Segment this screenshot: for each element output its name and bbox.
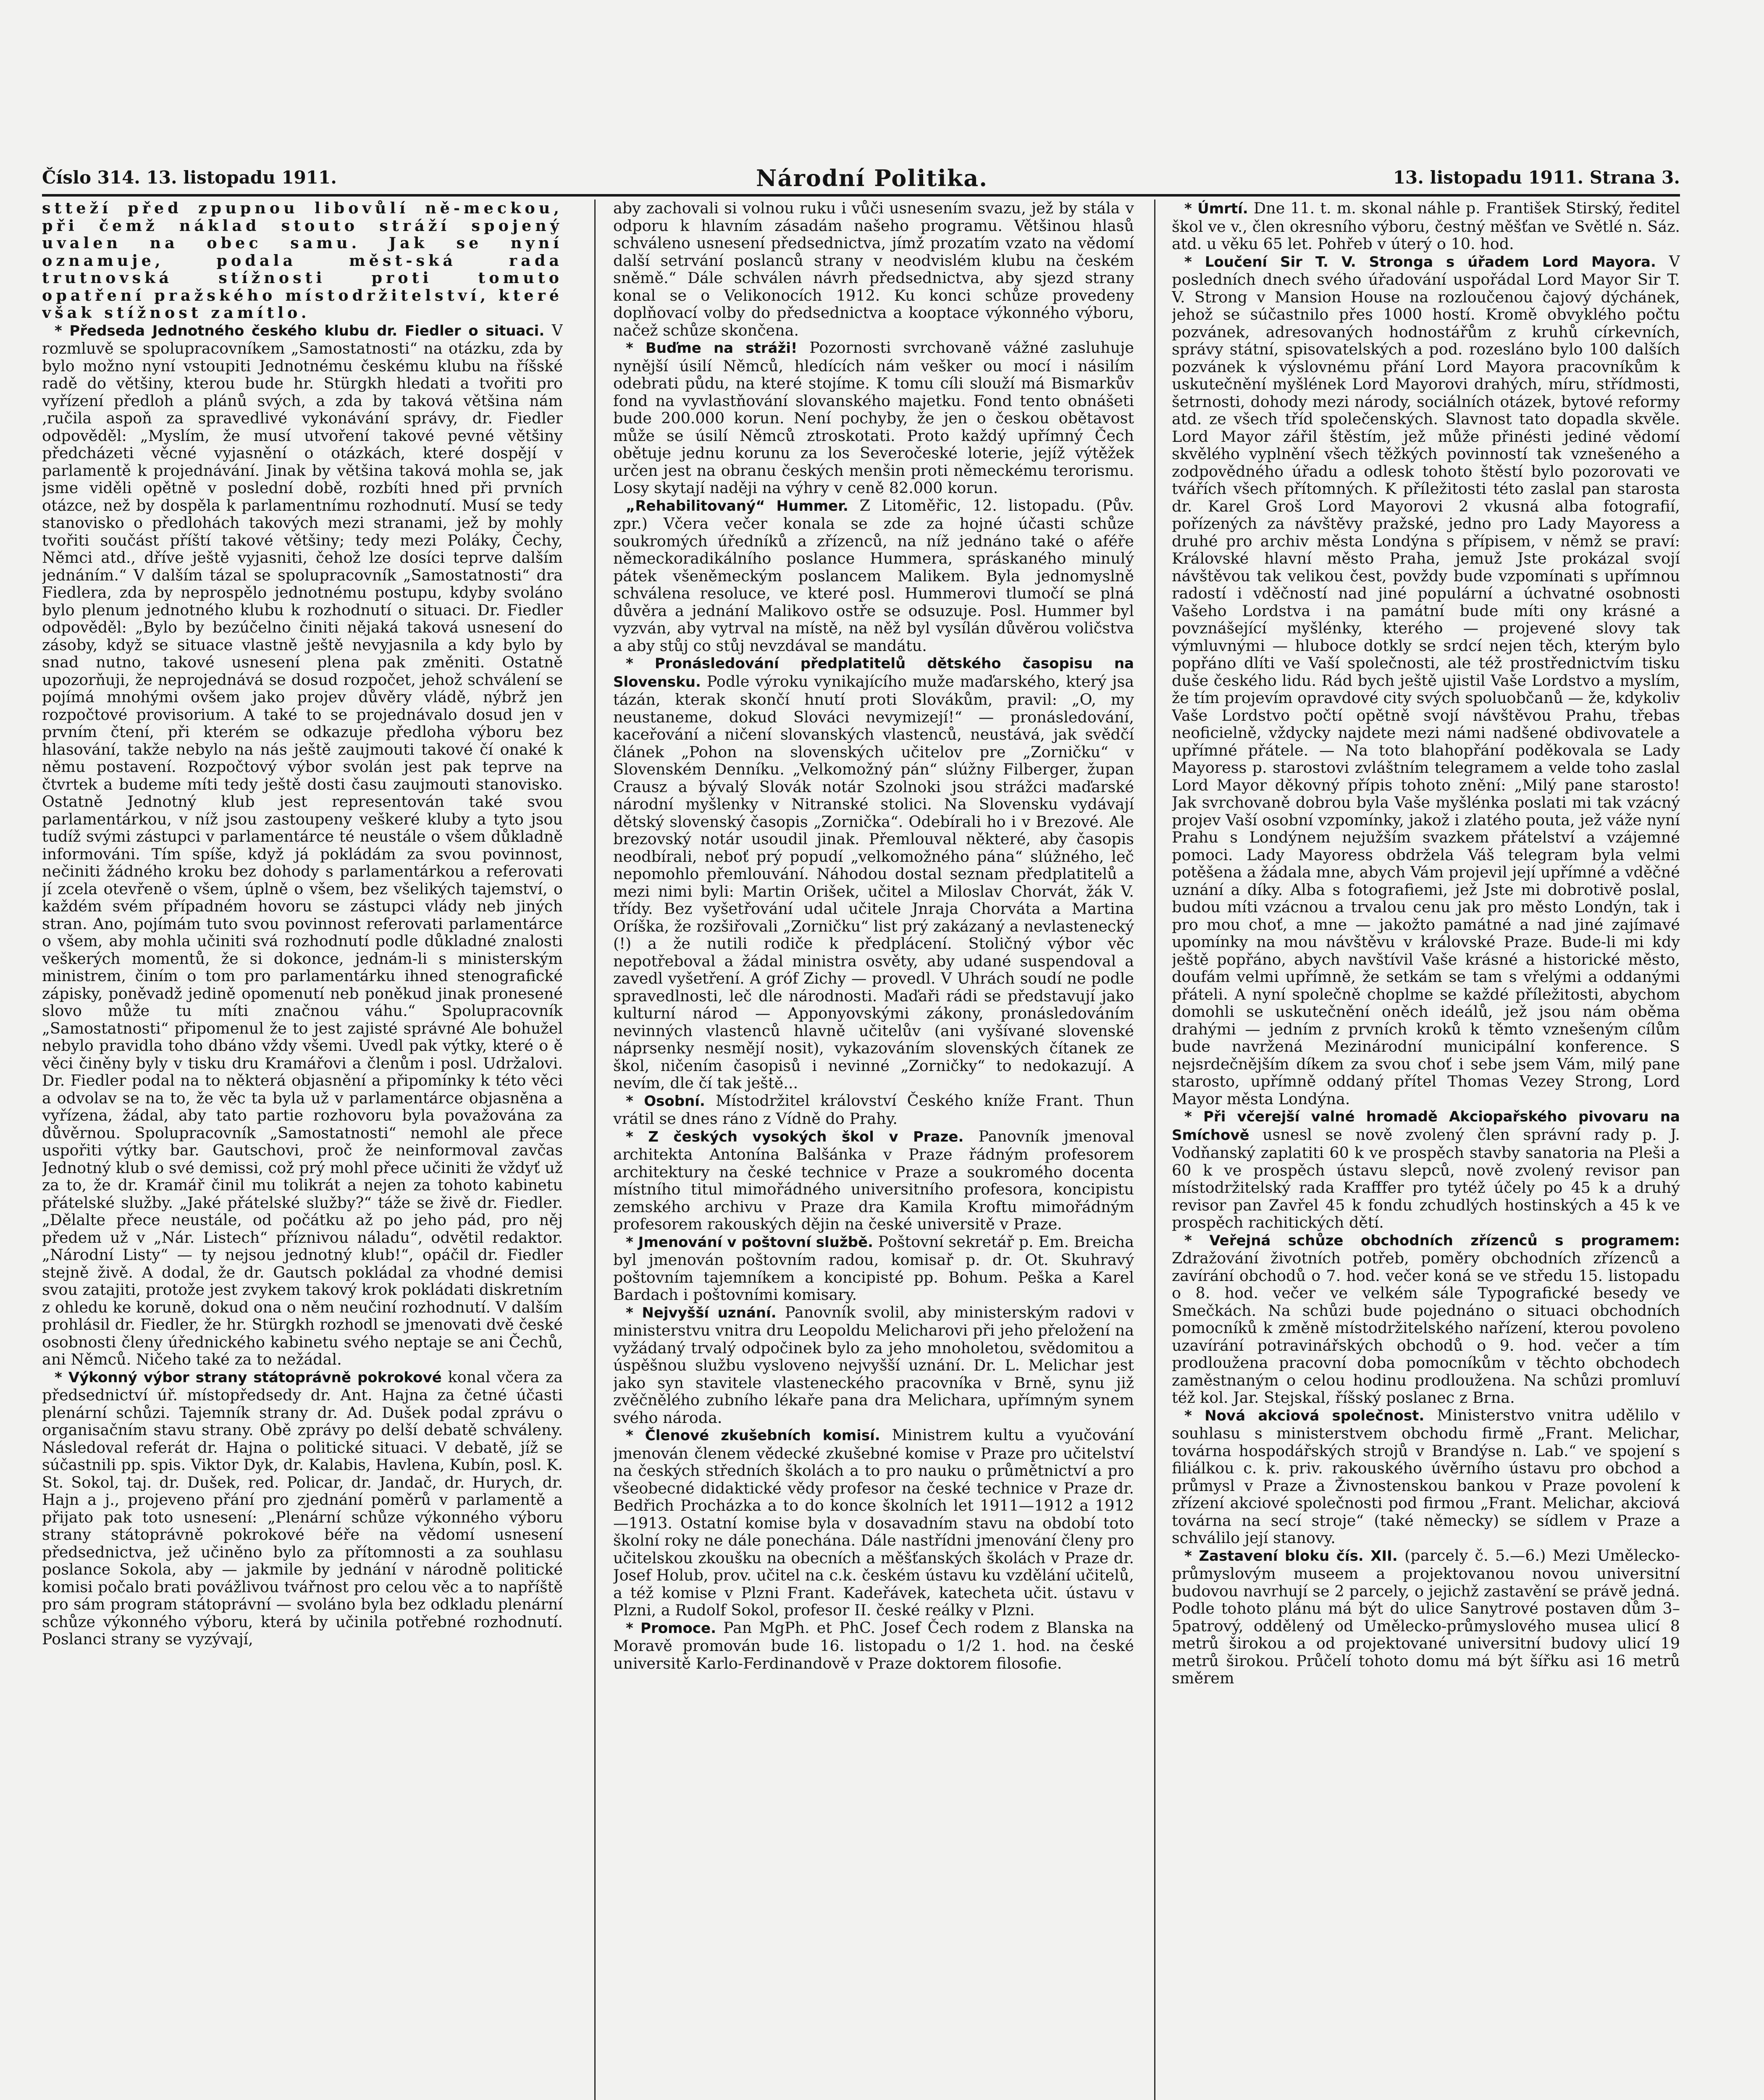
header-rule (42, 194, 1680, 197)
article (1172, 200, 1680, 253)
column-divider (1154, 200, 1155, 2100)
article-text: Panovník jmenoval architekta Antonína Balšánka v Praze řádným profesorem architektury na české technice v Praze a soukromého docenta místního titul mimořádného universitního profesora, koncipistu zemského archivu v Praze dra Kamila Kroftu mimořádným profesorem rakouských dějin na české universitě v Praze. (613, 1127, 1134, 1233)
article-heading: * Zastavení bloku čís. XII. (1184, 1547, 1398, 1564)
article-heading: * Výkonný výbor strany státoprávně pokrokové (55, 1369, 442, 1386)
article-text: (parcely č. 5.—6.) Mezi Umělecko-průmyslovým museem a projektovanou novou universitní budovou navrhují se 2 parcely, o jejichž zastavění se právě jedná. Podle tohoto plánu má být do ulice Sanytrové postaven dům 3–5patrový, oddělený od Umělecko-průmyslového musea ulicí 8 metrů širokou a od projektované universitní budovy ulicí 19 metrů širokou. Průčelí tohoto domu má být šířku asi 16 metrů směrem (1172, 1546, 1680, 1687)
article (42, 1368, 563, 1648)
article-text: Pan MgPh. et PhC. Josef Čech rodem z Blanska na Moravě promován bude 16. listopadu o 1/2 1. hod. na české universitě Karlo-Ferdinandově v Praze doktorem filosofie. (613, 1618, 1134, 1672)
article-heading: * Pronásledování předplatitelů dětského časopisu na Slovensku. (613, 655, 1134, 690)
article-text: usnesl se nově zvolený člen správní rady p. J. Vodňanský zaplatiti 60 k ve prospěch stavby sanatoria na Pleši a 60 k ve prospěch ústavu slepců, nově zvolený revisor pan místodržitelský rada Krafffer pro tytéž účely po 45 k a druhý revisor pan Zavřel 45 k fondu zchudlých hostinských a 45 k ve prospěch rachitických dětí. (1172, 1125, 1680, 1231)
article (613, 654, 1134, 1092)
article (1172, 253, 1680, 1108)
article-heading: * Loučení Sir T. V. Stronga s úřadem Lord Mayora. (1184, 253, 1656, 270)
article-text: Pozornosti svrchovaně vážné zasluhuje nynější úsilí Němců, hledících nám vešker ou mocí i násilím odebrati půdu, na které stojíme. K tomu cíli slouží má Bismarkův fond na vyvlastňování slovanského majetku. Fond tento obnášeti bude 200.000 korun. Není pochyby, že jen o českou obětavost může se úsilí Němců ztroskotati. Proto každý upřímný Čech obětuje jednu korunu za los Severočeské loterie, jejíž výtěžek určen jest na obranu českých menšin proti německému terorismu. Losy skytají naději na výhry v ceně 82.000 korun. (613, 339, 1134, 497)
article-text: Ministerstvo vnitra udělilo v souhlasu s ministerstvem obchodu firmě „Frant. Melichar, továrna hospodářských strojů v Brandýse n. Lab.“ ve spojení s filiálkou c. k. priv. rakouského úvěrního ústavu pro obchod a průmysl v Praze a Živnostenskou bankou v Praze povolení k zřízení akciové společnosti pod firmou „Frant. Melichar, akciová továrna na secí stroje“ (také německy) se sídlem v Praze a schválilo její stanovy. (1172, 1406, 1680, 1547)
article (1172, 1407, 1680, 1547)
article-text: Dne 11. t. m. skonal náhle p. František Stirský, ředitel škol ve v., člen okresního výboru, čestný měšťan ve Světlé n. Sáz. atd. u věku 65 let. Pohřeb v úterý o 10. hod. (1172, 200, 1680, 253)
column-divider (594, 200, 596, 2100)
article-text: Poštovní sekretář p. Em. Breicha byl jmenován poštovním radou, komisař p. dr. Ot. Skuhravý poštovním tajemníkem a koncipisté pp. Bohum. Peška a Karel Bardach i poštovními komisary. (613, 1232, 1134, 1304)
article-text: stteží před zpupnou libovůlí ně-meckou, při čemž náklad stouto stráží spojený uvalen na obec samu. Jak se nyní oznamuje, podala měst-ská rada trutnovská stížnosti proti tomuto opatření pražského místodržitelství, které však stížnost zamítlo. (42, 200, 563, 322)
column-2 (613, 200, 1134, 2100)
article (1172, 1231, 1680, 1407)
article-heading: * Veřejná schůze obchodních zřízenců s programem: (1184, 1232, 1680, 1249)
article-heading: * Z českých vysokých škol v Praze. (626, 1128, 964, 1145)
article (613, 1304, 1134, 1427)
article-text: Panovník svolil, aby ministerským radovi v ministerstvu vnitra dru Leopoldu Melicharovi při jeho přeložení na vyžádaný trvalý odpočinek bylo za jeho mnoholetou, svědomitou a úspěšnou službu vysloveno nejvyšší uznání. Dr. L. Melichar jest jako syn stavitele vlasteneckého pracovníka v Brně, synu již zvěčnělého zubního lékaře pana dra Melichara, upřímným synem svého národa. (613, 1303, 1134, 1427)
article-heading: * Úmrtí. (1184, 200, 1248, 217)
article-text: V rozmluvě se spolupracovníkem „Samostatnosti“ na otázku, zda by bylo možno nyní vstoupiti Jednotnému českému klubu na říšské radě do většiny, kterou bude hr. Stürgkh hledati a tvořiti pro vyřízení předloh a plánů svých, a zda by taková většina nám ‚ručila aspoň za spravedlivé vykonávání správy, dr. Fiedler odpověděl: „Myslím, že musí utvoření takové pevné většiny předcházeti věcné vyjasnění o otázkách, které dospějí v parlamentě k projednávání. Jinak by většina taková mohla se, jak jsme viděli opětně v poslední době, rozbíti hned při prvních otázce, než by dospěla k parlamentnímu rozhodnutí. Musí se tedy stanovisko o předlohách takových mezi stranami, jež by mohly tvořiti součást příští takové většiny; tedy mezi Poláky, Čechy, Němci atd., dříve ještě vyjasniti, čehož lze dosíci teprve dalším jednáním.“ V dalším tázal se spolupracovník „Samostatnosti“ dra Fiedlera, zda by neprospělo jednotnému postupu, kdyby svoláno bylo plenum jednotného klubu k rozhodnutí o situaci. Dr. Fiedler odpověděl: „Bylo by bezúčelno činiti nějaká taková usnesení do zásoby, když se situace vlastně ještě nevyjasnila a kdy bylo by snad nutno, takové usnesení plena pak změniti. Ostatně upozorňuji, že neprojednává se dosud rozpočet, jehož schválení se pojímá mnohými ovšem jako projev důvěry vládě, nýbrž jen rozpočtové provisorium. A také to se projednávalo dosud jen v prvním čtení, při kterém se odkazuje předloha výboru bez hlasování, takže nebylo na nás ještě zaujmouti takové čí onaké k němu postavení. Rozpočtový výbor svolán jest pak teprve na čtvrtek a budeme míti tedy ještě dosti času zaujmouti stanovisko. Ostatně Jednotný klub jest representován také svou parlamentárkou, v níž jsou zastoupeny veškeré kluby a tyto jsou tudíž svými zástupci v parlamentárce té neustále o všem důkladně informováni. Tím spíše, když já pokládám za svou povinnost, nečiniti žádného kroku bez dohody s parlamentárkou a referovati jí zcela otevřeně o všem, úplně o všem, bez všelikých tajemství, o každém svém případném hovoru se zástupci vlády neb jiných stran. Ano, pojímám tuto svou povinnost referovati parlamentárce o všem, aby mohla učiniti svá rozhodnutí podle důkladné znalosti veškerých momentů, že si dokonce, jednám-li s ministerským ministrem, činím o tom pro parlamentárku ihned stenografické zápisky, poněvadž jedině opomenutí neb poněkud jinak pronesené slovo může tu míti značnou váhu.“ Spolupracovník „Samostatnosti“ připomenul že to jest zajisté správné Ale bohužel nebylo pravidla toho dbáno vždy všemi. Uvedl pak výtky, které o ě věci činěny byly v tisku dru Kramářovi a členům i posl. Udržalovi. Dr. Fiedler podal na to některá objasnění a připomínky k této věci a odvolav se na to, že věc ta byla už v parlamentárce objasněna a vyřízena, žádal, aby tato partie rozhovoru byla považována za důvěrnou. Spolupracovník „Samostatnosti“ nemohl ale přece uspořiti výtky bar. Gautschovi, proč že neinformoval zavčas Jednotný klub o své demissi, což prý mohl přece učiniti že vždyť už za to, že dr. Kramář činil mu tolikrát a nejen za tohoto kabinetu přátelské služby. „Jaké přátelské služby?“ táže se živě dr. Fiedler. „Dělalte přece neustále, od počátku až po jeho pád, pro něj předem už v „Nár. Listech“ příznivou náladu“, odvětil redaktor. „Národní Listy“ — ty nejsou jednotný klub!“, opáčil dr. Fiedler stejně živě. A dodal, že dr. Gautsch pokládal za vhodné demisi svou zatajiti, protože jest zvykem takový krok pokládati diskretním z ohledu ke koruně, dokud ona o něm neučiní rozhodnutí. V dalším prohlásil dr. Fiedler, že hr. Stürgkh rozhodl se jmenovati dvě české osobnosti členy úřednického kabinetu svého neptaje se ani Čechů, ani Němců. Ničeho také za to nežádal. (42, 321, 563, 1368)
page-header (42, 167, 1680, 192)
article (1172, 1547, 1680, 1687)
article-heading: * Osobní. (626, 1092, 705, 1110)
article (613, 1426, 1134, 1619)
article-heading: „Rehabilitovaný“ Hummer. (626, 497, 848, 514)
article-text: konal včera za předsednictví úř. místopředsedy dr. Ant. Hajna za četné účasti plenární schůzi. Tajemník strany dr. Ad. Dušek podal zprávu o organisačním stavu strany. Obě zprávy po delší debatě schváleny. Následoval referát dr. Hajna o politické situaci. V debatě, jíž se súčastnili pp. spis. Viktor Dyk, dr. Kalabis, Havlena, Kubín, posl. K. St. Sokol, taj. dr. Dušek, red. Policar, dr. Jandač, dr. Hurych, dr. Hajn a j., projeveno přání pro zjednání poměrů v parlamentě a přijato pak toto usnesení: „Plenární schůze výkonného výboru strany státoprávně pokrokové béře na vědomí usnesení předsednictva, jež učiněno bylo za přítomnosti a za souhlasu poslance Sokola, aby — jakmile by jednání v národně politické komisi počalo brati povážlivou tvářnost pro celou věc a to napříště pro sám program státoprávní — svoláno byla bez odkladu plenární schůze výkonného výboru, která by učinila potřebné rozhodnutí. Poslanci strany se vyzývají, (42, 1368, 563, 1648)
article-heading: * Buďme na stráži! (626, 340, 798, 357)
article-heading: * Promoce. (626, 1620, 716, 1637)
article-heading: * Nejvyšší uznání. (626, 1304, 777, 1321)
article (613, 339, 1134, 497)
article-text: Ministrem kultu a vyučování jmenován členem vědecké zkušebné komise v Praze pro učitelství na českých středních školách a to pro nauku o průmětnictví a pro všeobecné didaktické vědy profesor na české technice v Praze dr. Bedřich Procházka a to do konce školních let 1911—1912 a 1912—1913. Ostatní komise byla v dosavadním stavu na období toto školní roky ne dále ponechána. Dále nastřídni jmenování členy pro učitelskou zkoušku na obecních a měšťanských školách v Praze dr. Josef Holub, prov. učitel na c.k. českém ústavu ku vzdělání učitelů, a též komise v Plzni Frant. Kadeřávek, katecheta učit. ústavu v Plzni, a Rudolf Sokol, profesor II. české reálky v Plzni. (613, 1426, 1134, 1619)
article-text: Zdražování životních potřeb, poměry obchodních zřízenců a zavírání obchodů o 7. hod. večer koná se ve středu 15. listopadu o 8. hod. večer ve velkém sále Typografické besedy ve Smečkách. Na schůzi bude pojednáno o situaci obchodních pomocníků k změně místodržitelského nařízení, kterou povoleno uzavírání potravinářských obchodů o 9. hod. večer a tím prodloužena pracovní doba pomocníkům v těchto obchodech zaměstnaným o celou hodinu prodloužena. Na schůzi promluví též kol. Jar. Stejskal, říšský poslanec z Brna. (1172, 1249, 1680, 1407)
article-text: aby zachovali si volnou ruku i vůči usnesením svazu, jež by stála v odporu k hlavním zásadám našeho programu. Většinou hlasů schváleno usnesení předsednictva, jímž prozatím vzato na vědomí další setrvání poslanců strany v neodvislém klubu na českém sněmě.“ Dále schválen návrh předsednictva, aby sjezd strany konal se o Velikonocích 1912. Ku konci schůze provedeny doplňovací volby do předsednictva a kooptace výkonného výboru, načež schůze skončena. (613, 200, 1134, 339)
article (613, 1092, 1134, 1128)
masthead-title: Národní Politika. (756, 165, 988, 192)
article-text: Podle výroku vynikajícího muže maďarského, který jsa tázán, kterak skončí hnutí proti Slovákům, pravil: „O, my neustaneme, dokud Slováci nevymizejí!“ — pronásledování, kaceřování a ničení slovanských vlastenců, neustává, jak svědčí článek „Pohon na slovenských učitelov pre „Zorničku“ v Slovenském Denníku. „Velkomožný pán“ slúžny Filberger, župan Crausz a bývalý Slovák notár Szolnoki jsou strážci maďarské národní myšlenky v Nitranské stolici. Na Slovensku vydávají dětský slovenský časopis „Zornička“. Odebírali ho i v Brezové. Ale brezovský notár usoudil jinak. Přemlouval některé, aby časopis neodbírali, neboť prý popudí „velkomožného pána“ slúžného, leč nepomohlo přemlouvání. Náhodou dostal seznam předplatitelů a mezi nimi byli: Martin Orišek, učitel a Miloslav Chorvát, žák V. třídy. Bez vyšetřování udal učitele Jnraja Chorváta a Martina Oríška, že rozšiřovali „Zorničku“ list prý zakázaný a nevlastenecký (!) a že nutili rodiče k předplácení. Stoličný výbor věc nepotřeboval a žádal ministra osvěty, aby udané suspendoval a zavedl vyšetření. A gróf Zichy — provedl. V Uhrách soudí ne podle spravedlnosti, leč dle národnosti. Maďaři rádi se představují jako kulturní národ — Apponyovskými zákony, pronásledováním nevinných vlastenců hlavně učitelův (ani vyšívané slovenské náprsenky nesmějí nosit), vykazováním slovenských čítanek ze škol, ničením časopisů i nevinné „Zorničky“ to nedokazují. A nevím, dle čí tak ještě... (613, 672, 1134, 1092)
article-heading: * Členové zkušebních komisí. (626, 1427, 880, 1444)
article-text: Z Litoměřic, 12. listopadu. (Pův. zpr.) Včera večer konala se zde za hojné účasti schůze soukromých úředníků a zřízenců, na níž jednáno také o aféře německoradikálního poslance Hummera, spráskaného minulý pátek všeněmeckým poslancem Malikem. Byla jednomyslně schválena resoluce, ve které posl. Hummerovi tlumočí se plná důvěra a jednání Malikovo ostře se odsuzuje. Posl. Hummer byl vyzván, aby vytrval na místě, na něž byl vysílán důvěrou voličstva a aby stůj co stůj nevzdával se mandátu. (613, 496, 1134, 655)
article-heading: * Jmenování v poštovní službě. (626, 1234, 873, 1251)
column-3 (1172, 200, 1680, 2100)
article (42, 322, 563, 1368)
article-heading: * Při včerejší valné hromadě Akciopařského pivovaru na Smíchově (1172, 1108, 1680, 1144)
date-page-info: 13. listopadu 1911. Strana 3. (1393, 167, 1680, 188)
article (613, 1128, 1134, 1233)
article (613, 497, 1134, 655)
issue-info: Číslo 314. 13. listopadu 1911. (42, 167, 337, 188)
article (613, 1619, 1134, 1672)
article-text: V posledních dnech svého úřadování uspořádal Lord Mayor Sir T. V. Strong v Mansion House na rozloučenou čajový dýchánek, jehož se súčastnilo přes 1000 hostí. Kromě obvyklého počtu pozvánek, adresovaných hodnostářům z kruhů církevních, správy státní, spisovatelských a pod. rozesláno bylo 100 dalších pozvánek k výslovnému přání Lord Mayora pracovníkům k uskutečnění myšlének Lord Mayorovi drahých, míru, střídmosti, šetrnosti, dohody mezi národy, sociálních otázek, bytové reformy atd. ze všech tříd společenských. Slavnost tato dopadla skvěle. Lord Mayor zářil štěstím, jež může přinésti jediné vědomí skvělého vyplnění všech těžkých povinností tak vznešeného a zodpovědného úřadu a odlesk tohoto štěstí bylo pozorovati ve tvářích všech přítomných. K příležitosti této zaslal pan starosta dr. Karel Groš Lord Mayorovi 2 vkusná alba fotografií, pořízených za návštěvy pražské, jedno pro Lady Mayoress a druhé pro archiv města Londýna s přípisem, v němž se praví: Královské hlavní město Praha, jemuž Jste prokázal svojí návštěvou tak velikou čest, povždy bude vzpomínati s upřímnou radostí i vděčností nad jiné populární a úchvatné osobnosti Vašeho Lordstva i na památní bude míti ony krásné a povznášející myšlénky, kterého — projevené slovy tak výmluvnými — hluboce dotkly se srdcí nejen těch, kterým bylo popřáno dlíti ve Vaší společnosti, ale též prostřednictvím tisku duše českého lidu. Rád bych ještě ujistil Vaše Lordstvo a myslím, že tím projevím opravdové city svých spoluobčanů — že, kdykoliv Vaše Lordstvo počtí opětně svojí návštěvou Prahu, třebas neoficielně, vždycky najdete mezi námi nadšené obdivovatele a upřímné přátele. — Na toto blahopřání poděkovala se Lady Mayoress p. starostovi zvláštním telegramem a velde toho zaslal Lord Mayor děkovný přípis tohoto znění: „Milý pane starosto! Jak svrchovaně dobrou byla Vaše myšlénka poslati mi tak vzácný projev Vaší osobní vzpomínky, jakož i zlatého pouta, jež váže nyní Prahu s Londýnem nejužším svazkem přátelství a vzájemné pomoci. Lady Mayoress obdržela Váš telegram byla velmi potěšena a žádala mne, abych Vám projevil její upřímné a vděčné uznání a díky. Alba s fotografiemi, jež Jste mi dobrotivě poslal, budou míti vzácnou a trvalou cenu jak pro město Londýn, tak i pro mou choť, a mne — jakožto památné a nad jiné zajímavé upomínky na mou návštěvu v královské Praze. Bude-li mi kdy ještě popřáno, abych navštívil Vaše krásné a historické město, doufám velmi upřímně, že setkám se tam s vřelými a oddanými přáteli. A nyní společně choplme se každé příležitosti, abychom domohli se uskutečnění oněch ideálů, jež jsou nám oběma drahými — jedním z prvních kroků k těmto vznešeným cílům bude navržená Mezinárodní municipální konference. S nejsrdečnějším díkem za svou choť i sebe jsem Vám, milý pane starosto, upřímně oddaný přítel Thomas Vezey Strong, Lord Mayor města Londýna. (1172, 252, 1680, 1108)
article-heading: * Nová akciová společnost. (1184, 1407, 1425, 1424)
article-text: Místodržitel království Českého kníže Frant. Thun vrátil se dnes ráno z Vídně do Prahy. (613, 1091, 1134, 1128)
article-heading: * Předseda Jednotného českého klubu dr. Fiedler o situaci. (55, 322, 545, 339)
column-1 (42, 200, 563, 2100)
article (613, 1233, 1134, 1304)
article (1172, 1108, 1680, 1231)
